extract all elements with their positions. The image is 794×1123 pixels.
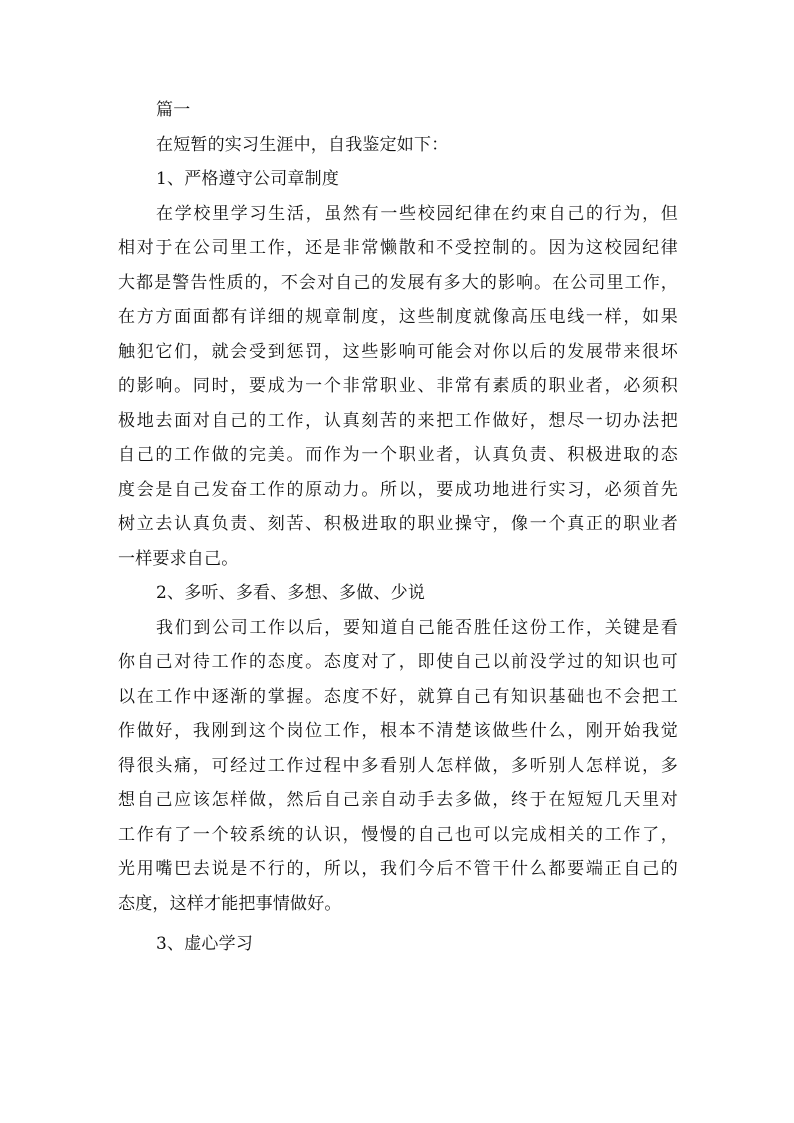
- paragraph-line: 以在工作中逐渐的掌握。态度不好，就算自己有知识基础也不会把工: [118, 686, 678, 707]
- paragraph-line: 相对于在公司里工作，还是非常懒散和不受控制的。因为这校园纪律: [118, 238, 678, 258]
- paragraph-line: 树立去认真负责、刻苦、积极进取的职业操守，像一个真正的职业者: [118, 514, 678, 534]
- paragraph-line: 大都是警告性质的，不会对自己的发展有多大的影响。在公司里工作，: [118, 272, 678, 293]
- paragraph-line: 触犯它们，就会受到惩罚，这些影响可能会对你以后的发展带来很坏: [118, 341, 678, 362]
- paragraph-line: 你自己对待工作的态度。态度对了，即使自己以前没学过的知识也可: [118, 652, 678, 672]
- paragraph-line: 自己的工作做的完美。而作为一个职业者，认真负责、积极进取的态: [118, 445, 678, 465]
- paragraph-line: 光用嘴巴去说是不行的，所以，我们今后不管干什么都要端正自己的: [118, 859, 678, 879]
- paragraph-line: 工作有了一个较系统的认识，慢慢的自己也可以完成相关的工作了，: [118, 824, 678, 845]
- intro-line: 在短暂的实习生涯中，自我鉴定如下：: [156, 134, 449, 155]
- paragraph-line: 极地去面对自己的工作，认真刻苦的来把工作做好，想尽一切办法把: [118, 410, 678, 431]
- section-title: 篇一: [156, 100, 191, 120]
- paragraph-line: 度会是自己发奋工作的原动力。所以，要成功地进行实习，必须首先: [118, 479, 678, 500]
- paragraph-line: 作做好，我刚到这个岗位工作，根本不清楚该做些什么，刚开始我觉: [118, 721, 678, 741]
- heading-2: 2、多听、多看、多想、多做、少说: [156, 583, 426, 603]
- paragraph-1: [118, 197, 678, 577]
- paragraph-line: 态度，这样才能把事情做好。: [118, 893, 342, 914]
- paragraph-line: 得很头痛，可经过工作过程中多看别人怎样做，多听别人怎样说，多: [118, 755, 678, 776]
- paragraph-line: 在方方面面都有详细的规章制度，这些制度就像高压电线一样，如果: [118, 307, 678, 327]
- paragraph-line: 的影响。同时，要成为一个非常职业、非常有素质的职业者，必须积: [118, 376, 678, 396]
- document-body: [118, 93, 678, 962]
- heading-1: 1、严格遵守公司章制度: [156, 169, 340, 189]
- paragraph-line: 在学校里学习生活，虽然有一些校园纪律在约束自己的行为，但: [156, 203, 678, 224]
- paragraph-line: 一样要求自己。: [118, 548, 239, 569]
- paragraph-2: [118, 611, 678, 922]
- paragraph-line: 我们到公司工作以后，要知道自己能否胜任这份工作，关键是看: [156, 617, 678, 638]
- paragraph-line: 想自己应该怎样做，然后自己亲自动手去多做，终于在短短几天里对: [118, 790, 678, 810]
- heading-3: 3、虚心学习: [156, 934, 254, 954]
